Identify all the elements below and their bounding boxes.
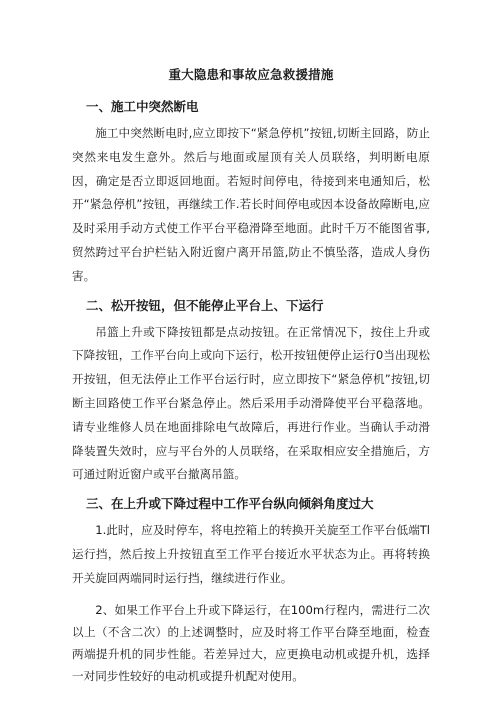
section-heading-button-release: 二、松开按钮，但不能停止平台上、下运行 <box>86 297 324 313</box>
section-heading-tilt-angle: 三、在上升或下降过程中工作平台纵向倾斜角度过大 <box>86 496 374 512</box>
paragraph-power-outage: 施工中突然断电时,应立即按下“紧急停机”按钮,切断主回路，防止突然来电发生意外。然后与地面或屋顶有关人员联络，判明断电原因，确定是否立即返回地面。若短时间停电，待接到来电通知后，松开“紧急停机”按钮，再继续工作.若长时间停电或因本设备故障断电,应及时采用手动方式使工作平台平稳滑降至地面。此时千万不能图省事,贸然跨过平台护栏钻入附近窗户离开吊篮,防止不慎坠落，造成人身伤害。 <box>72 126 430 283</box>
paragraph-tilt-step-2: 2、如果工作平台上升或下降运行，在100m行程内，需进行二次以上（不含二次）的上述调整时，应及时将工作平台降至地面，检查两端提升机的同步性能。若差异过大，应更换电动机或提升机，选择一对同步性较好的电动机或提升机配对使用。 <box>72 602 430 683</box>
paragraph-button-release: 吊篮上升或下降按钮都是点动按钮。在正常情况下，按住上升或下降按钮，工作平台向上或向下运行，松开按钮便停止运行0当出现松开按钮，但无法停止工作平台运行时，应立即按下“紧急停机”按钮,切断主回路使工作平台紧急停止。然后采用手动滑降使平台平稳落地。请专业维修人员在地面排除电气故障后，再进行作业。当确认手动滑降装置失效时，应与平台外的人员联络，在采取相应安全措施后，方可通过附近窗户或平台撤离吊篮。 <box>72 324 430 482</box>
document-title: 重大隐患和事故应急救援措施 <box>168 67 334 82</box>
paragraph-tilt-step-1: 1.此时，应及时停车，将电控箱上的转换开关旋至工作平台低端Tl运行挡，然后按上升按钮直至工作平台接近水平状态为止。再将转换开关旋回两端同时运行挡，继续进行作业。 <box>72 523 430 585</box>
section-heading-power-outage: 一、施工中突然断电 <box>86 99 199 114</box>
